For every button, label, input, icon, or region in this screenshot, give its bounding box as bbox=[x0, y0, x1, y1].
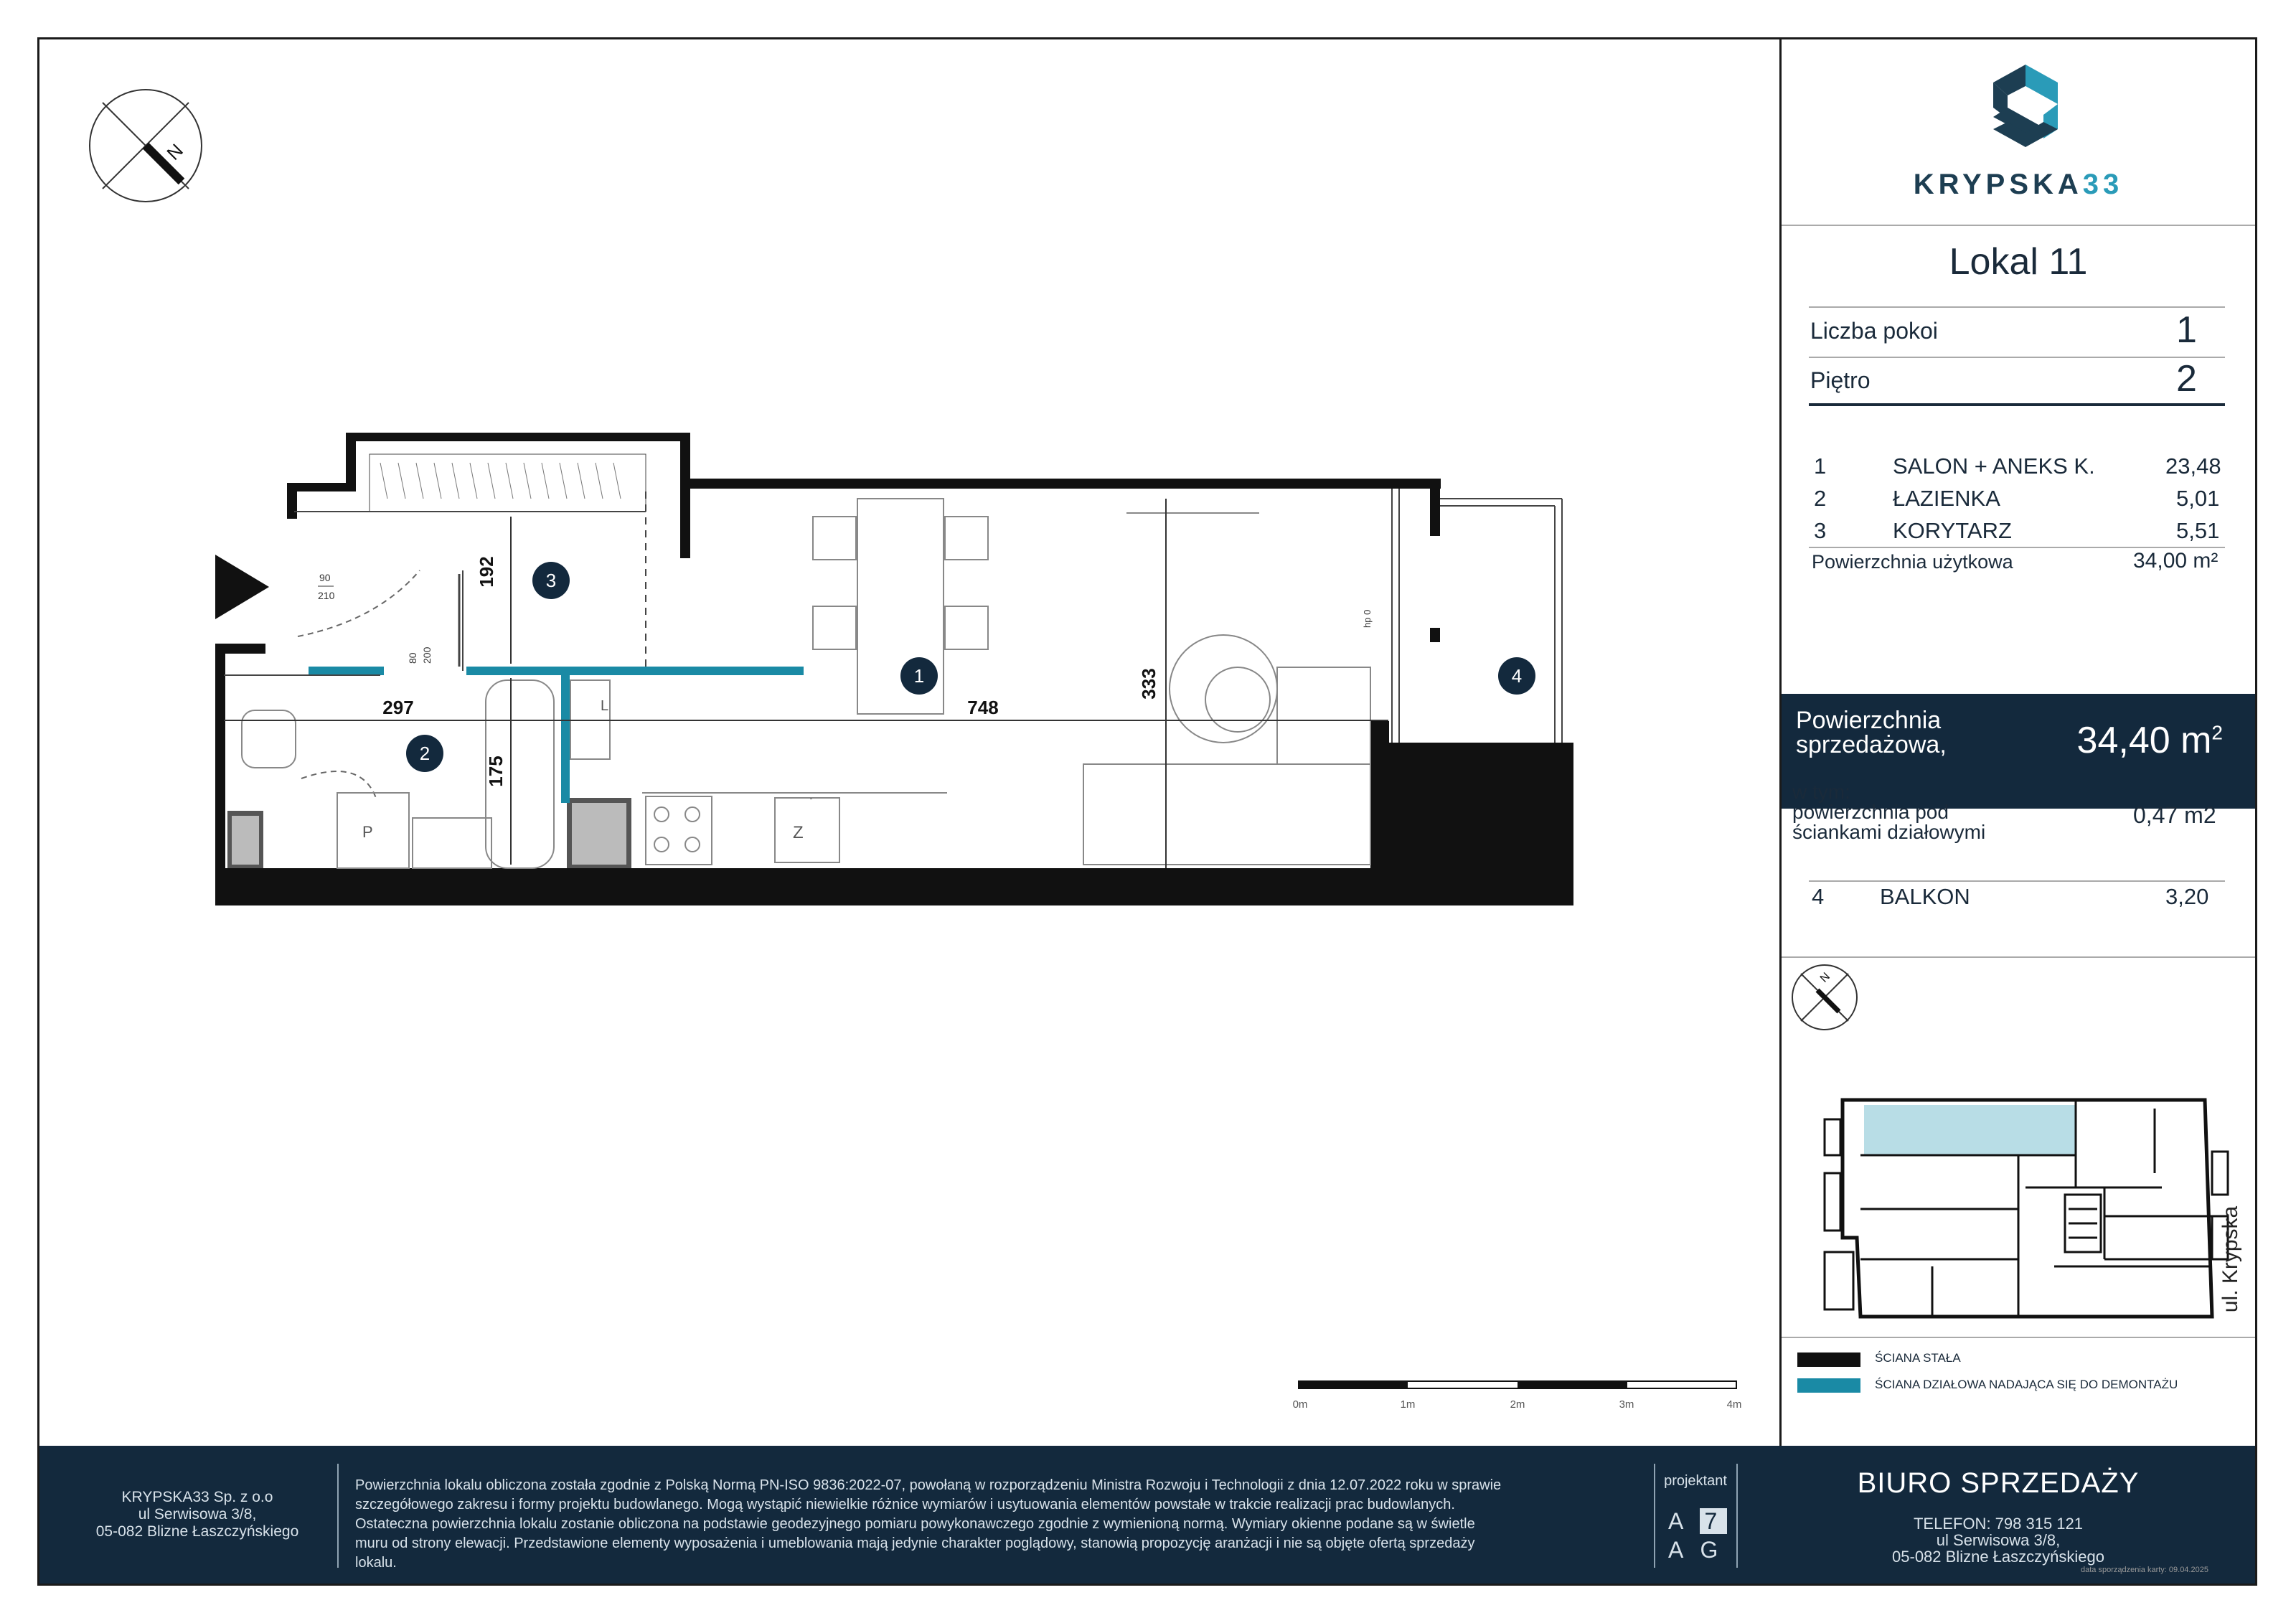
key-plan-compass-icon bbox=[1792, 965, 1857, 1030]
including-line-1: w tym: bbox=[1792, 781, 1850, 803]
company-line-2: ul Serwisowa 3/8, bbox=[138, 1506, 257, 1523]
floor-plan-area bbox=[39, 39, 1779, 1446]
room-1-no: 1 bbox=[1814, 453, 1827, 479]
architect-logo bbox=[1668, 1507, 1727, 1564]
dim-333: 333 bbox=[1138, 668, 1159, 700]
compass-north-label: N bbox=[162, 139, 187, 164]
room-2-name: ŁAZIENKA bbox=[1893, 486, 2000, 511]
scale-label-3: 3m bbox=[1619, 1398, 1634, 1411]
legal-line-1: Powierzchnia lokalu obliczona została zgodnie z Polską Normą PN-ISO 9836:2022-07, powołaną w rozporządzeniu Ministra Rozwoju i Technologii z dnia 12.07.2022 roku w sprawie bbox=[355, 1477, 1502, 1493]
door-bath-height: 200 bbox=[421, 646, 433, 664]
rooms-count-value: 1 bbox=[2176, 309, 2197, 351]
room-marker-1: 1 bbox=[913, 665, 925, 687]
legend-fixed-wall: ŚCIANA STAŁA bbox=[1875, 1351, 1961, 1365]
contact-street: ul Serwisowa 3/8, bbox=[1936, 1531, 2061, 1549]
room-3-no: 3 bbox=[1814, 518, 1827, 543]
company-line-3: 05-082 Blizne Łaszczyńskiego bbox=[95, 1523, 299, 1540]
scale-label-0: 0m bbox=[1292, 1398, 1308, 1411]
partition-corridor bbox=[682, 667, 804, 675]
floor-plan-svg bbox=[39, 39, 1779, 1446]
unit-title: Lokal 11 bbox=[1949, 241, 2088, 283]
room-1-name: SALON + ANEKS K. bbox=[1893, 453, 2095, 479]
footer bbox=[39, 1446, 2255, 1584]
dim-748: 748 bbox=[967, 697, 999, 718]
key-plan-unit-highlight bbox=[1864, 1105, 2076, 1155]
dim-192: 192 bbox=[476, 556, 497, 588]
key-plan bbox=[1782, 958, 2255, 1331]
ag-7: 7 bbox=[1700, 1508, 1727, 1534]
room-marker-4: 4 bbox=[1511, 665, 1523, 687]
sales-area-sup: 2 bbox=[2211, 721, 2223, 744]
living-furniture bbox=[1083, 513, 1370, 865]
scale-label-1: 1m bbox=[1400, 1398, 1416, 1411]
door-swings bbox=[298, 570, 420, 800]
bathroom-fixtures bbox=[242, 680, 610, 868]
ag-bottom: A G bbox=[1668, 1537, 1724, 1563]
room-2-area: 5,01 bbox=[2176, 486, 2220, 511]
dimension-lines bbox=[224, 499, 1388, 868]
legal-line-2: szczegółowego zakresu i formy projektu budowlanego. Mogą wystąpić niewielkie różnice wymiarów i usytuowania elementów powstałe w trakcie realizacji prac budowlanych. bbox=[355, 1497, 1455, 1513]
company-line-1: KRYPSKA33 Sp. z o.o bbox=[121, 1489, 273, 1505]
fridge-label: L bbox=[601, 698, 609, 714]
brand-name bbox=[1782, 169, 2255, 201]
ag-a: A bbox=[1668, 1508, 1688, 1534]
door-main-height: 210 bbox=[318, 590, 335, 601]
including-line-3: ściankami działowymi bbox=[1792, 821, 1986, 843]
entrance-arrow-icon bbox=[215, 555, 269, 619]
balcony-name: BALKON bbox=[1880, 884, 1970, 909]
street-label: ul. Krypska bbox=[2219, 1205, 2242, 1313]
including-value: 0,47 m2 bbox=[2133, 802, 2216, 828]
sales-area-label bbox=[1796, 708, 1947, 757]
legend-swatch-partition bbox=[1797, 1378, 1860, 1393]
room-2-no: 2 bbox=[1814, 486, 1827, 511]
including-label bbox=[1792, 782, 1985, 842]
date-note: data sporządzenia karty: 09.04.2025 bbox=[2081, 1566, 2208, 1574]
including-line-2: powierzchnia pod bbox=[1792, 801, 1949, 823]
compass-icon bbox=[90, 90, 202, 202]
room-1-area: 23,48 bbox=[2165, 453, 2221, 479]
sales-area-label-1: Powierzchnia bbox=[1796, 707, 1942, 734]
room-marker-2: 2 bbox=[419, 743, 430, 764]
legal-line-3: Ostateczna powierzchnia lokalu zostanie obliczona na podstawie geodezyjnego pomiaru powykonawczego zgodnie z wymienioną normą. Wymiary okienne podane są w świetle bbox=[355, 1516, 1475, 1532]
brand-accent: 33 bbox=[2082, 169, 2124, 200]
projektant-label: projektant bbox=[1664, 1473, 1727, 1489]
sales-area-label-2: sprzedażowa, bbox=[1796, 731, 1947, 758]
scale-label-4: 4m bbox=[1726, 1398, 1742, 1411]
scale-label-2: 2m bbox=[1510, 1398, 1525, 1411]
legend-partition-wall: ŚCIANA DZIAŁOWA NADAJĄCA SIĘ DO DEMONTAŻU bbox=[1875, 1378, 2178, 1391]
scale-bar bbox=[1293, 1381, 1742, 1411]
door-bath-width: 80 bbox=[407, 652, 418, 664]
floor-label: Piętro bbox=[1810, 367, 1871, 393]
krypska-logo-icon bbox=[1986, 54, 2065, 161]
usable-area-value: 34,00 m² bbox=[2133, 549, 2219, 573]
window-note: hp 0 bbox=[1362, 609, 1373, 628]
room-marker-3: 3 bbox=[545, 570, 557, 591]
room-3-name: KORYTARZ bbox=[1893, 518, 2012, 543]
room-3-area: 5,51 bbox=[2176, 518, 2220, 543]
usable-area-label: Powierzchnia użytkowa bbox=[1812, 551, 2013, 573]
brand-main: KRYPSKA bbox=[1913, 169, 2083, 200]
door-main-width: 90 bbox=[319, 572, 331, 583]
sales-office-title: BIURO SPRZEDAŻY bbox=[1857, 1467, 2140, 1499]
legend-swatch-fixed bbox=[1797, 1352, 1860, 1367]
contact-phone: TELEFON: 798 315 121 bbox=[1913, 1515, 2084, 1533]
washer-label: P bbox=[362, 823, 373, 841]
sales-area-number: 34,40 m bbox=[2076, 720, 2212, 761]
balcony-no: 4 bbox=[1812, 884, 1825, 909]
info-panel bbox=[1782, 39, 2255, 1446]
company-address bbox=[90, 1489, 305, 1540]
balcony-area: 3,20 bbox=[2165, 884, 2209, 909]
key-plan-compass-letter: N bbox=[1817, 970, 1833, 985]
dim-297: 297 bbox=[382, 697, 414, 718]
rooms-count-label: Liczba pokoi bbox=[1810, 318, 1938, 344]
sales-office-contact bbox=[1747, 1515, 2249, 1565]
dim-175: 175 bbox=[485, 756, 507, 787]
sales-area-value bbox=[2077, 719, 2223, 762]
legal-line-4: muru od strony elewacji. Przedstawione elementy wyposażenia i umeblowania mają jedynie charakter poglądowy, stanowią propozycję aranżacji i nie są objęte ofertą sprzedaży bbox=[355, 1535, 1475, 1551]
oven-label: Z bbox=[793, 823, 804, 842]
floor-value: 2 bbox=[2176, 358, 2197, 400]
legal-line-5: lokalu. bbox=[355, 1555, 397, 1571]
contact-city: 05-082 Blizne Łaszczyńskiego bbox=[1892, 1548, 2104, 1566]
legal-notice bbox=[355, 1476, 1647, 1573]
dining-set bbox=[813, 499, 988, 714]
wardrobe bbox=[370, 454, 646, 512]
